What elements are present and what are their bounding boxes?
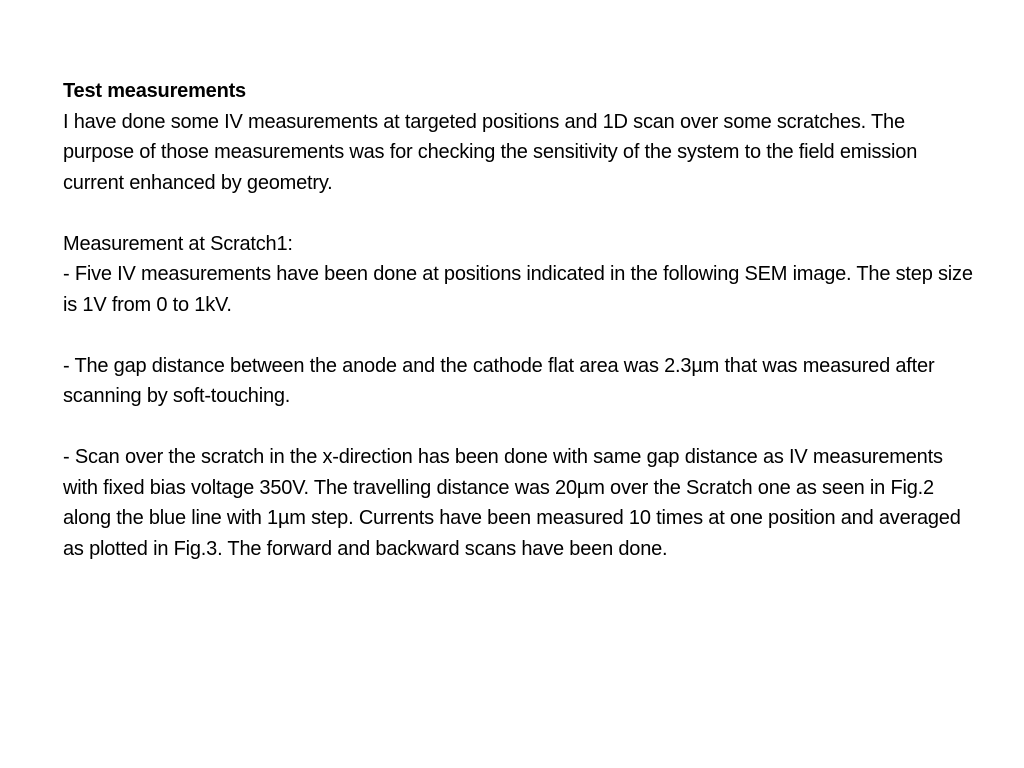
slide-body [63, 76, 973, 564]
spacer [63, 412, 973, 443]
section-heading: Measurement at Scratch1: [63, 232, 293, 255]
bullet-iv-measurements: - Five IV measurements have been done at positions indicated in the following SEM image. The step size is 1V from 0 to 1kV. [63, 263, 973, 316]
bullet-scan-description: - Scan over the scratch in the x-direction has been done with same gap distance as IV measurements with fixed bias voltage 350V. The travelling distance was 20µm over the Scratch one as seen in Fig.2 along the blue line with 1µm step. Currents have been measured 10 times at one position and averaged as plotted in Fig.3. The forward and backward scans have been done. [63, 446, 961, 560]
intro-paragraph: I have done some IV measurements at targeted positions and 1D scan over some scratches. The purpose of those measurements was for checking the sensitivity of the system to the field emission current enhanced by geometry. [63, 110, 918, 194]
spacer [63, 320, 973, 351]
spacer [63, 198, 973, 229]
slide-title: Test measurements [63, 80, 246, 102]
bullet-gap-distance: - The gap distance between the anode and the cathode flat area was 2.3µm that was measured after scanning by soft-touching. [63, 354, 935, 407]
